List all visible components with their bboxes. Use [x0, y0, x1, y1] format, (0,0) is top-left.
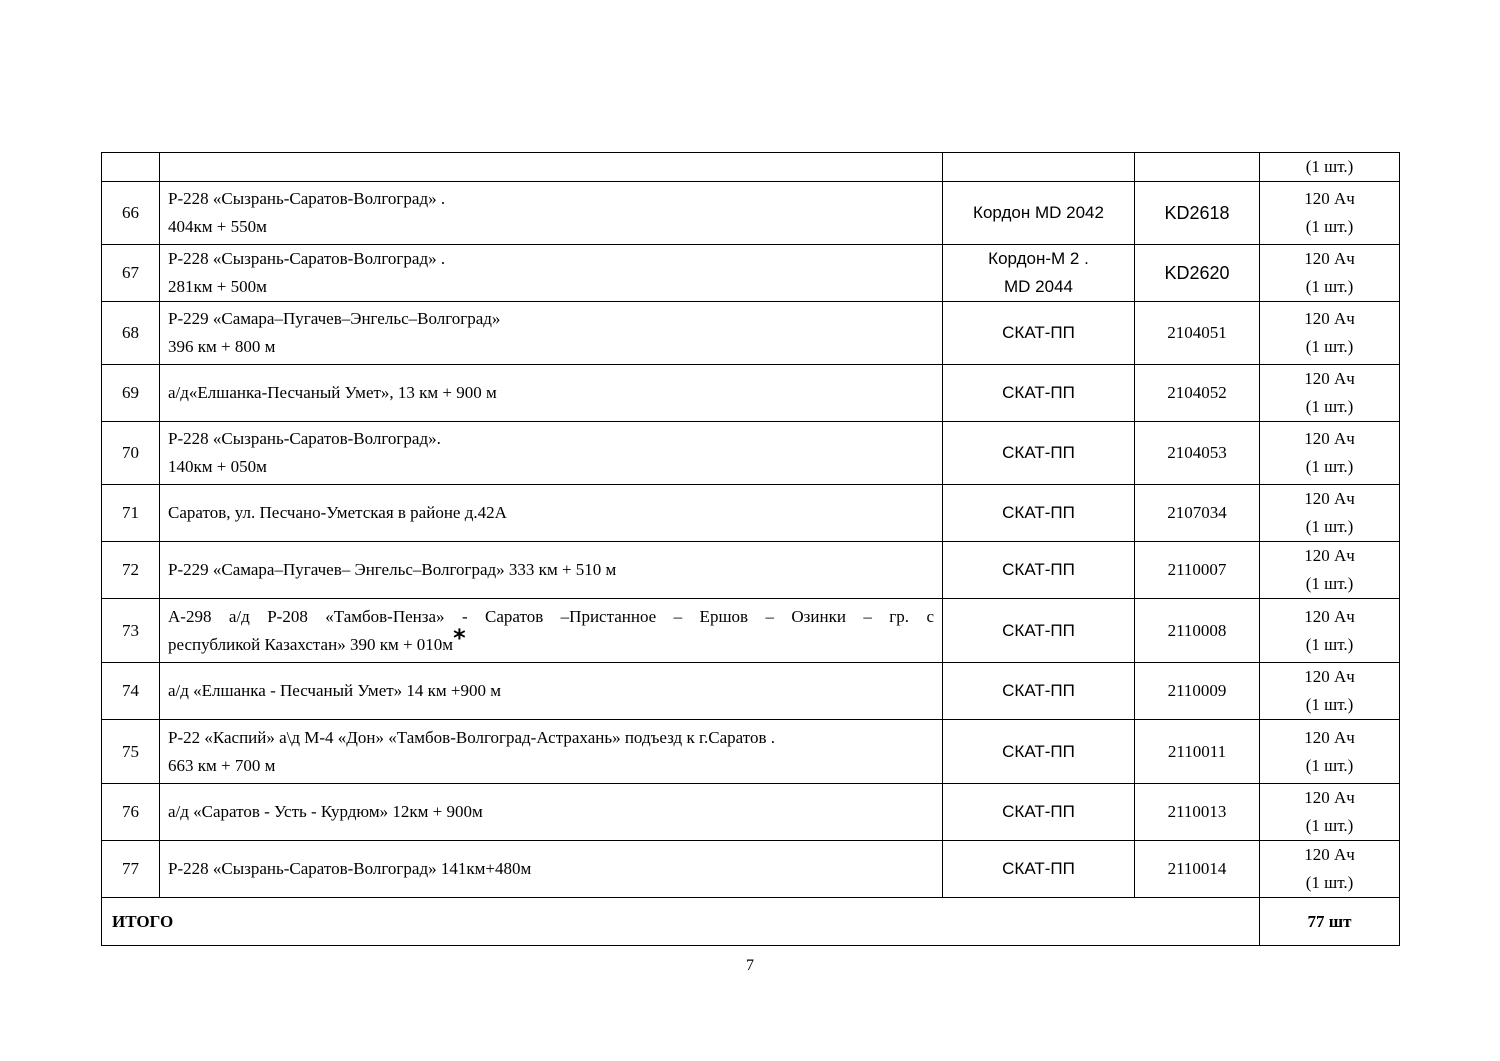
- row-number: 70: [102, 422, 160, 485]
- battery-count: (1 шт.): [1305, 397, 1354, 416]
- battery-count: (1 шт.): [1305, 277, 1354, 296]
- battery-capacity: 120 Ач: [1304, 309, 1355, 328]
- cell-serial: [1135, 153, 1260, 182]
- battery-capacity: 120 Ач: [1304, 546, 1355, 565]
- battery-capacity: 120 Ач: [1304, 189, 1355, 208]
- table-row: [102, 784, 1400, 841]
- location-line: Р-229 «Самара–Пугачев–Энгельс–Волгоград»: [168, 309, 501, 328]
- row-device: СКАТ-ПП: [943, 365, 1135, 422]
- location-line: Р-228 «Сызрань-Саратов-Волгоград».: [168, 429, 441, 448]
- continuation-row: [102, 153, 1400, 182]
- cell-num: [102, 153, 160, 182]
- cell-battery: [1260, 153, 1400, 182]
- row-device: СКАТ-ПП: [943, 841, 1135, 898]
- table-row: [102, 841, 1400, 898]
- location-line: [168, 623, 934, 659]
- cell-device: [943, 153, 1135, 182]
- page-number: 7: [746, 957, 754, 974]
- table-row: [102, 365, 1400, 422]
- row-device: СКАТ-ПП: [943, 663, 1135, 720]
- location-line: Р-228 «Сызрань-Саратов-Волгоград» .: [168, 249, 446, 268]
- row-battery: [1260, 245, 1400, 302]
- row-battery: [1260, 182, 1400, 245]
- row-battery: [1260, 365, 1400, 422]
- table-row: [102, 720, 1400, 784]
- battery-count: (1 шт.): [1305, 634, 1354, 654]
- battery-capacity: 120 Ач: [1304, 606, 1355, 626]
- row-device: [943, 182, 1135, 245]
- battery-count: (1 шт.): [1305, 873, 1354, 892]
- row-device: СКАТ-ПП: [943, 784, 1135, 841]
- battery-count: (1 шт.): [1305, 157, 1354, 176]
- device-line: Кордон-М 2 .: [988, 249, 1089, 268]
- row-location: [160, 182, 943, 245]
- row-device: СКАТ-ПП: [943, 542, 1135, 599]
- battery-count: (1 шт.): [1305, 337, 1354, 356]
- total-label: ИТОГО: [102, 898, 1260, 946]
- location-line: 404км + 550м: [168, 217, 267, 236]
- row-battery: [1260, 841, 1400, 898]
- row-device: СКАТ-ПП: [943, 599, 1135, 663]
- row-serial: 2110011: [1135, 720, 1260, 784]
- row-location: а/д «Елшанка - Песчаный Умет» 14 км +900 м: [160, 663, 943, 720]
- row-battery: [1260, 599, 1400, 663]
- row-location: Р-229 «Самара–Пугачев– Энгельс–Волгоград» 333 км + 510 м: [160, 542, 943, 599]
- battery-capacity: 120 Ач: [1304, 727, 1355, 747]
- table-row: [102, 599, 1400, 663]
- battery-capacity: 120 Ач: [1304, 845, 1355, 864]
- row-battery: [1260, 720, 1400, 784]
- row-serial: 2110008: [1135, 599, 1260, 663]
- row-battery: [1260, 784, 1400, 841]
- row-location: [160, 422, 943, 485]
- location-text: республикой Казахстан» 390 км + 010м: [168, 634, 454, 654]
- row-number: 67: [102, 245, 160, 302]
- row-serial: KD2620: [1135, 245, 1260, 302]
- row-number: 76: [102, 784, 160, 841]
- battery-capacity: 120 Ач: [1304, 489, 1355, 508]
- battery-count: (1 шт.): [1305, 574, 1354, 593]
- row-location: а/д «Саратов - Усть - Курдюм» 12км + 900м: [160, 784, 943, 841]
- battery-count: (1 шт.): [1305, 517, 1354, 536]
- row-battery: [1260, 542, 1400, 599]
- row-device: [943, 245, 1135, 302]
- table-row: [102, 542, 1400, 599]
- row-device: СКАТ-ПП: [943, 485, 1135, 542]
- row-number: 66: [102, 182, 160, 245]
- row-device: СКАТ-ПП: [943, 302, 1135, 365]
- row-number: 72: [102, 542, 160, 599]
- row-serial: 2110013: [1135, 784, 1260, 841]
- table-row: [102, 422, 1400, 485]
- row-device: СКАТ-ПП: [943, 720, 1135, 784]
- row-serial: 2107034: [1135, 485, 1260, 542]
- battery-count: (1 шт.): [1305, 217, 1354, 236]
- row-battery: [1260, 422, 1400, 485]
- equipment-table: [101, 152, 1400, 946]
- location-line: 140км + 050м: [168, 457, 267, 476]
- battery-capacity: 120 Ач: [1304, 369, 1355, 388]
- battery-count: (1 шт.): [1305, 457, 1354, 476]
- row-number: 69: [102, 365, 160, 422]
- location-line: 663 км + 700 м: [168, 755, 276, 775]
- device-line: Кордон MD 2042: [973, 203, 1104, 222]
- footnote-asterisk: *: [453, 623, 466, 652]
- row-number: 68: [102, 302, 160, 365]
- location-line: 396 км + 800 м: [168, 337, 276, 356]
- location-line: 281км + 500м: [168, 277, 267, 296]
- table-row: [102, 663, 1400, 720]
- row-serial: 2110009: [1135, 663, 1260, 720]
- row-location: [160, 599, 943, 663]
- total-row: [102, 898, 1400, 946]
- device-line: MD 2044: [1004, 277, 1073, 296]
- row-number: 75: [102, 720, 160, 784]
- table-row: [102, 302, 1400, 365]
- location-line: А-298 а/д Р-208 «Тамбов-Пенза» - Саратов –Пристанное – Ершов – Озинки – гр. с: [168, 606, 934, 626]
- table-row: [102, 485, 1400, 542]
- row-serial: 2104052: [1135, 365, 1260, 422]
- battery-capacity: 120 Ач: [1304, 429, 1355, 448]
- cell-location: [160, 153, 943, 182]
- row-location: [160, 245, 943, 302]
- row-location: Саратов, ул. Песчано-Уметская в районе д.42А: [160, 485, 943, 542]
- row-device: СКАТ-ПП: [943, 422, 1135, 485]
- row-number: 71: [102, 485, 160, 542]
- row-location: [160, 302, 943, 365]
- row-serial: 2104051: [1135, 302, 1260, 365]
- battery-capacity: 120 Ач: [1304, 667, 1355, 686]
- row-serial: KD2618: [1135, 182, 1260, 245]
- battery-count: (1 шт.): [1305, 816, 1354, 835]
- row-battery: [1260, 485, 1400, 542]
- battery-capacity: 120 Ач: [1304, 249, 1355, 268]
- row-location: Р-228 «Сызрань-Саратов-Волгоград» 141км+480м: [160, 841, 943, 898]
- battery-capacity: 120 Ач: [1304, 788, 1355, 807]
- row-battery: [1260, 302, 1400, 365]
- row-number: 77: [102, 841, 160, 898]
- row-location: а/д«Елшанка-Песчаный Умет», 13 км + 900 м: [160, 365, 943, 422]
- table-row: [102, 182, 1400, 245]
- battery-count: (1 шт.): [1305, 755, 1354, 775]
- table-row: [102, 245, 1400, 302]
- row-location: [160, 720, 943, 784]
- row-number: 74: [102, 663, 160, 720]
- location-line: Р-228 «Сызрань-Саратов-Волгоград» .: [168, 189, 446, 208]
- row-battery: [1260, 663, 1400, 720]
- row-serial: 2110007: [1135, 542, 1260, 599]
- location-line: Р-22 «Каспий» а\д М-4 «Дон» «Тамбов-Волгоград-Астрахань» подъезд к г.Саратов .: [168, 727, 775, 747]
- battery-count: (1 шт.): [1305, 695, 1354, 714]
- row-serial: 2110014: [1135, 841, 1260, 898]
- row-number: 73: [102, 599, 160, 663]
- total-value: 77 шт: [1260, 898, 1400, 946]
- row-serial: 2104053: [1135, 422, 1260, 485]
